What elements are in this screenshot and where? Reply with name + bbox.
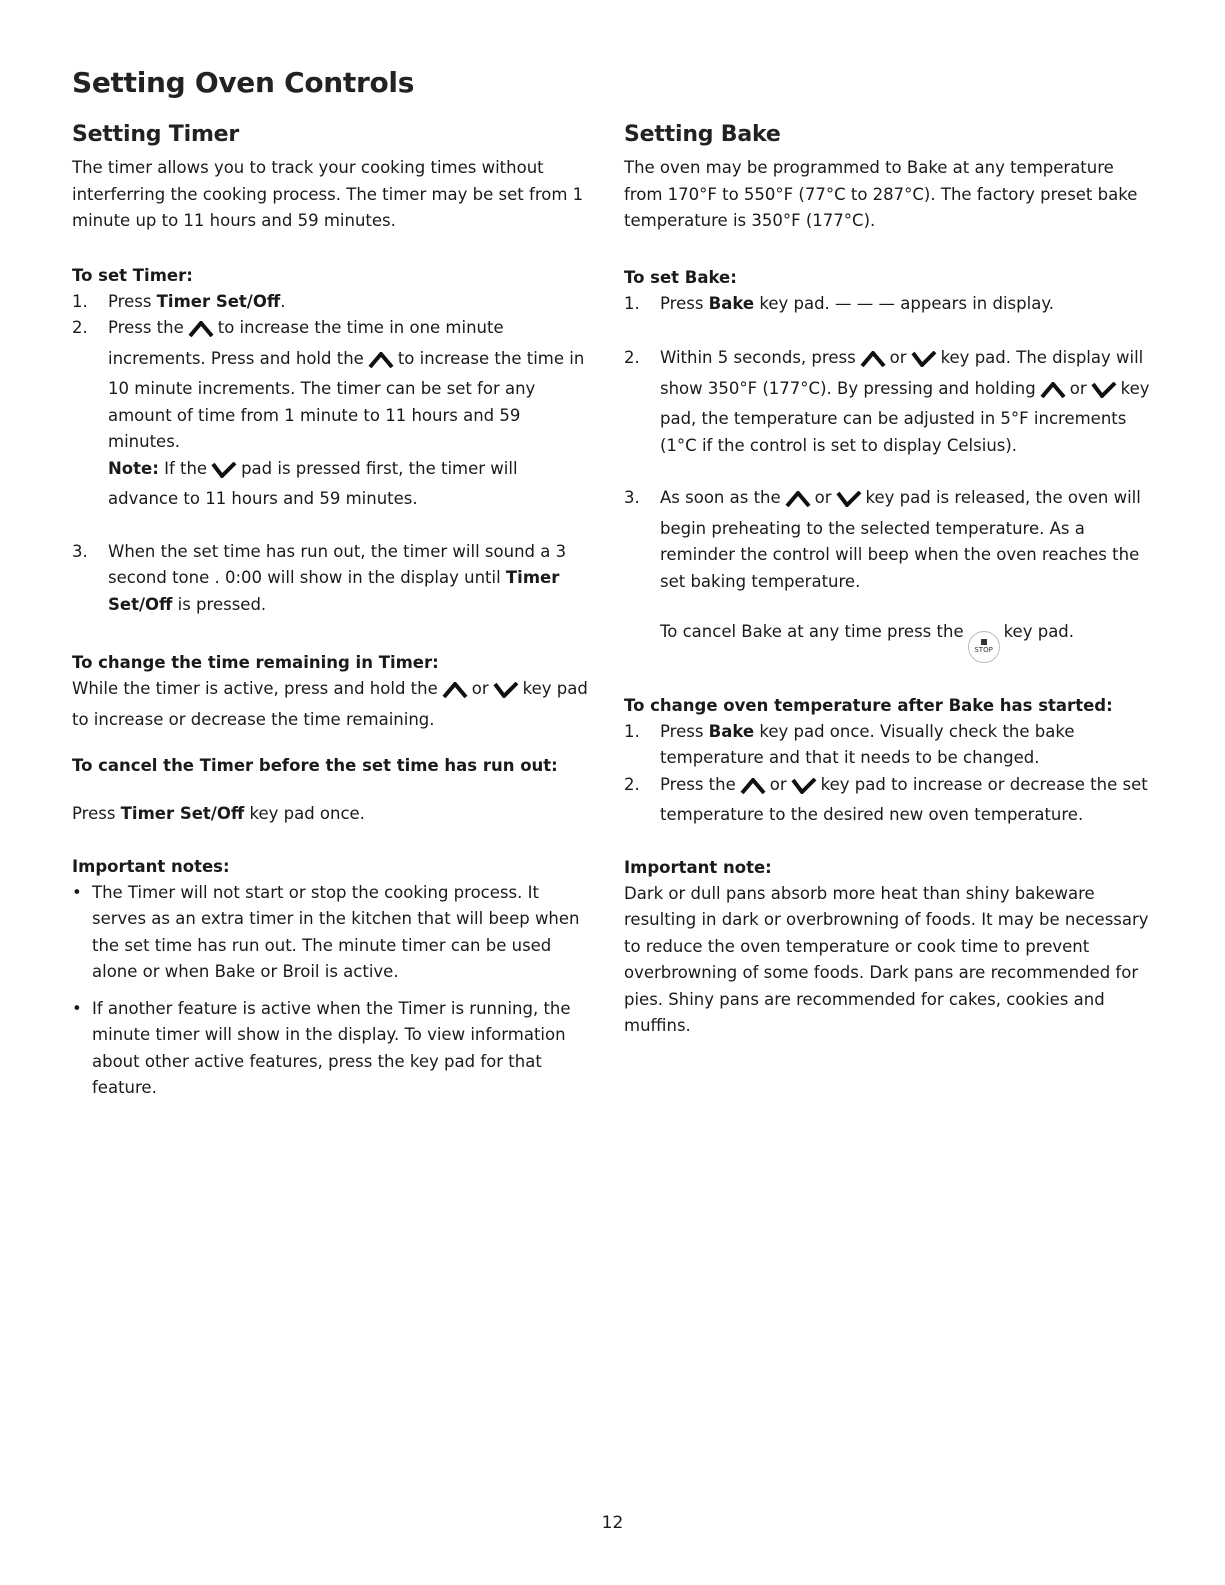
important-notes-heading: Important notes: bbox=[72, 856, 230, 876]
cancel-timer-text bbox=[72, 801, 592, 828]
change-timer-heading: To change the time remaining in Timer: bbox=[72, 653, 439, 672]
up-arrow-icon bbox=[785, 489, 811, 516]
bake-step-2 bbox=[624, 345, 1154, 459]
timer-step-1 bbox=[72, 289, 592, 316]
text: While the timer is active, press and hold the bbox=[72, 679, 438, 698]
step-number: 1. bbox=[624, 721, 640, 741]
down-arrow-icon bbox=[836, 489, 862, 516]
step-text: As soon as the bbox=[660, 488, 781, 507]
up-arrow-icon bbox=[1040, 380, 1066, 407]
step-text: key pad to increase or decrease the set temperature to the desired new oven temperature. bbox=[660, 774, 1148, 824]
text: To cancel Bake at any time press the bbox=[660, 622, 964, 641]
up-arrow-icon bbox=[860, 349, 886, 376]
step-text: key pad, the temperature can be adjusted in 5°F increments (1°C if the control is set to display Celsius). bbox=[660, 378, 1150, 455]
down-arrow-icon bbox=[911, 349, 937, 376]
step-text: Press the bbox=[108, 318, 184, 337]
important-note-1 bbox=[72, 880, 592, 986]
bullet-text: The Timer will not start or stop the cooking process. It serves as an extra timer in the kitchen that will beep when the set time has run out. The minute timer can be used alone or when Bake or Broil is active. bbox=[92, 882, 580, 981]
step-number: 2. bbox=[624, 774, 640, 794]
bake-step-3 bbox=[624, 485, 1154, 595]
step-text: is pressed. bbox=[172, 594, 267, 614]
bullet-dot: • bbox=[72, 998, 82, 1018]
step-number: 3. bbox=[624, 488, 640, 507]
step-text: key pad. — — — appears in display. bbox=[754, 293, 1054, 313]
bake-step-1 bbox=[624, 291, 1154, 318]
or-text: or bbox=[1069, 378, 1087, 398]
up-arrow-icon bbox=[368, 350, 394, 377]
down-arrow-icon bbox=[791, 776, 817, 803]
stop-icon-label: STOP bbox=[974, 646, 993, 654]
step-key-name: Bake bbox=[708, 721, 755, 741]
note-text: pad is pressed first, the timer will advance to 11 hours and 59 minutes. bbox=[108, 458, 518, 508]
change-timer-text bbox=[72, 676, 592, 733]
timer-section bbox=[72, 122, 592, 1102]
bake-heading: Setting Bake bbox=[624, 122, 781, 147]
bullet-text: If another feature is active when the Timer is running, the minute timer will show in the display. To view information about other active features, press the key pad for that feature. bbox=[92, 998, 571, 1097]
note-label: Note: bbox=[108, 458, 159, 478]
step-number: 1. bbox=[624, 293, 640, 313]
important-note-heading: Important note: bbox=[624, 857, 772, 877]
step-text: key pad. The display will show 350°F (177°C). By pressing and holding bbox=[660, 348, 1144, 398]
text: key pad once. bbox=[244, 804, 365, 823]
timer-step-3 bbox=[72, 539, 592, 619]
step-text: Press bbox=[660, 721, 709, 741]
timer-step-2 bbox=[72, 315, 592, 513]
text: Press bbox=[72, 804, 121, 823]
timer-heading: Setting Timer bbox=[72, 122, 240, 147]
step-number: 1. bbox=[72, 291, 88, 311]
important-note-text: Dark or dull pans absorb more heat than shiny bakeware resulting in dark or overbrowning of foods. It may be necessary to reduce the oven temperature or cook time to prevent overbrowning of some foods. Dark pans are recommended for pies. Shiny pans are recommended for cakes, cookies and muffins. bbox=[624, 883, 1149, 1035]
step-text: Press bbox=[660, 293, 709, 313]
step-text: Press the bbox=[660, 774, 736, 794]
step-number: 2. bbox=[72, 318, 88, 337]
text: key pad. bbox=[1003, 622, 1075, 641]
step-key-name: Timer Set/Off bbox=[108, 568, 560, 614]
step-key-name: Bake bbox=[708, 293, 755, 313]
text: key pad to increase or decrease the time remaining. bbox=[72, 679, 588, 729]
change-temp-heading: To change oven temperature after Bake has started: bbox=[624, 695, 1113, 715]
bake-section bbox=[624, 122, 1154, 1040]
or-text: or bbox=[814, 488, 832, 507]
or-text: or bbox=[889, 348, 907, 367]
up-arrow-icon bbox=[188, 319, 214, 346]
change-temp-step-2 bbox=[624, 772, 1154, 829]
cancel-bake-text bbox=[624, 619, 1154, 663]
stop-icon bbox=[968, 631, 1000, 663]
step-text: When the set time has run out, the timer will sound a 3 second tone . 0:00 will show in the display until bbox=[108, 541, 567, 587]
bullet-dot: • bbox=[72, 882, 82, 902]
down-arrow-icon bbox=[211, 460, 237, 487]
page-number: 12 bbox=[601, 1513, 624, 1533]
step-text: . bbox=[280, 291, 286, 311]
page-title: Setting Oven Controls bbox=[72, 66, 415, 99]
down-arrow-icon bbox=[493, 680, 519, 707]
timer-intro: The timer allows you to track your cooking times without interferring the cooking process. The timer may be set from 1 minute up to 11 hours and 59 minutes. bbox=[72, 158, 584, 230]
or-text: or bbox=[471, 679, 489, 698]
step-text: Within 5 seconds, press bbox=[660, 348, 856, 367]
up-arrow-icon bbox=[740, 776, 766, 803]
key-name: Timer Set/Off bbox=[120, 804, 245, 823]
change-temp-step-1 bbox=[624, 719, 1154, 772]
step-key-name: Timer Set/Off bbox=[156, 291, 281, 311]
up-arrow-icon bbox=[442, 680, 468, 707]
cancel-timer-heading: To cancel the Timer before the set time has run out: bbox=[72, 756, 558, 775]
down-arrow-icon bbox=[1091, 380, 1117, 407]
step-number: 3. bbox=[72, 541, 88, 561]
bake-intro: The oven may be programmed to Bake at any temperature from 170°F to 550°F (77°C to 287°C). The factory preset bake temperature is 350°F (177°C). bbox=[624, 158, 1138, 230]
set-timer-heading: To set Timer: bbox=[72, 265, 193, 285]
step-text: to increase the time in one minute increments. Press and hold the bbox=[108, 318, 504, 368]
step-number: 2. bbox=[624, 348, 640, 367]
step-text: key pad is released, the oven will begin preheating to the selected temperature. As a reminder the control will beep when the oven reaches the set baking temperature. bbox=[660, 488, 1141, 591]
set-bake-heading: To set Bake: bbox=[624, 267, 737, 287]
step-text: to increase the time in 10 minute increments. The timer can be set for any amount of time from 1 minute to 11 hours and 59 minutes. bbox=[108, 348, 585, 451]
important-note-2 bbox=[72, 996, 592, 1102]
note-text: If the bbox=[158, 458, 208, 478]
step-text: Press bbox=[108, 291, 157, 311]
step-text: key pad once. Visually check the bake temperature and that it needs to be changed. bbox=[660, 721, 1075, 767]
or-text: or bbox=[769, 774, 787, 794]
